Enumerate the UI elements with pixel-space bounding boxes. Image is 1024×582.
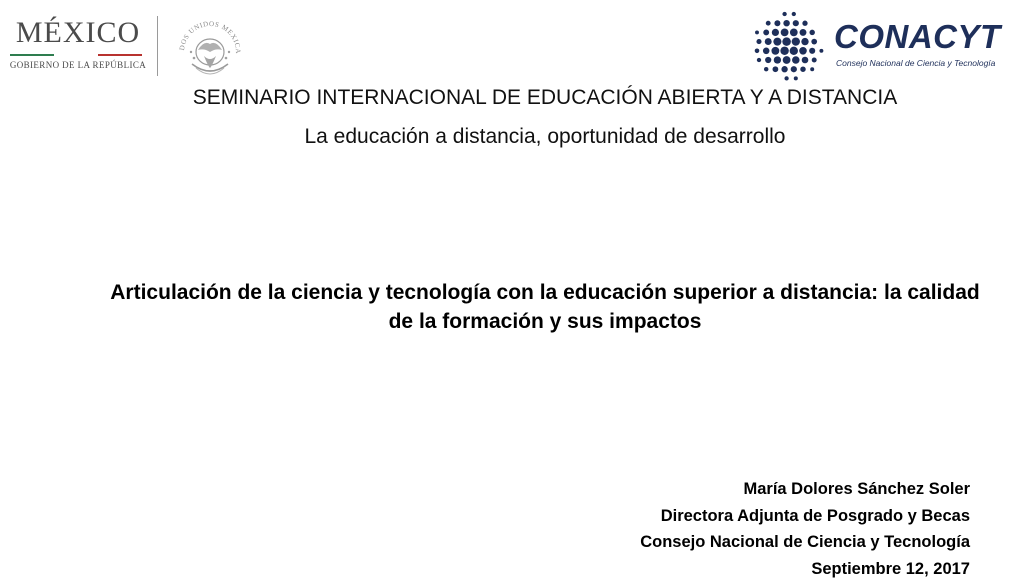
globe-dot xyxy=(764,67,768,71)
globe-dot xyxy=(763,29,769,35)
globe-dot xyxy=(791,66,797,72)
globe-dot xyxy=(783,56,791,64)
logo-divider xyxy=(157,16,158,76)
presenter-institution: Consejo Nacional de Ciencia y Tecnología xyxy=(640,529,970,556)
coat-of-arms-seal-icon xyxy=(172,12,248,82)
mexico-wordmark: MÉXICO xyxy=(10,16,146,50)
globe-dot xyxy=(780,47,788,55)
globe-dot xyxy=(802,21,807,26)
globe-dot xyxy=(811,39,817,45)
globe-dot xyxy=(809,30,814,35)
presenter-block xyxy=(640,476,970,582)
mexico-government-subtitle: GOBIERNO DE LA REPÚBLICA xyxy=(8,60,148,70)
globe-dot xyxy=(774,20,780,26)
conacyt-logo xyxy=(748,8,1018,84)
globe-dot xyxy=(763,48,770,55)
globe-dot xyxy=(765,38,772,45)
seminar-subtitle: La educación a distancia, oportunidad de desarrollo xyxy=(0,125,1024,149)
globe-dot xyxy=(792,56,800,64)
globe-dot xyxy=(765,57,771,63)
talk-title: Articulación de la ciencia y tecnología con la educación superior a distancia: la calidad de la formación y sus impactos xyxy=(100,278,990,336)
globe-dot xyxy=(792,12,796,16)
globe-dot xyxy=(755,49,760,54)
globe-dot xyxy=(782,12,786,16)
globe-dot xyxy=(790,29,798,37)
presentation-date: Septiembre 12, 2017 xyxy=(640,556,970,582)
globe-dot xyxy=(757,58,761,62)
globe-dot xyxy=(812,58,817,63)
globe-dot xyxy=(773,66,779,72)
presenter-name: María Dolores Sánchez Soler xyxy=(640,476,970,503)
globe-dot xyxy=(810,67,814,71)
presenter-position: Directora Adjunta de Posgrado y Becas xyxy=(640,503,970,530)
globe-dot xyxy=(774,56,781,63)
dots-globe-icon xyxy=(748,8,832,84)
globe-dot xyxy=(781,66,787,72)
globe-dot xyxy=(766,21,771,26)
globe-dot xyxy=(793,20,799,26)
seal-inscription: DOS UNIDOS MEXICA xyxy=(172,12,242,54)
globe-dot xyxy=(773,38,781,46)
globe-dot xyxy=(801,38,808,45)
seminar-title: SEMINARIO INTERNACIONAL DE EDUCACIÓN ABIERTA Y A DISTANCIA xyxy=(0,86,1024,110)
globe-dot xyxy=(783,20,789,26)
globe-dot xyxy=(800,66,805,71)
globe-dot xyxy=(771,47,779,55)
globe-dot xyxy=(802,57,809,64)
conacyt-subtitle: Consejo Nacional de Ciencia y Tecnología xyxy=(836,58,995,68)
globe-dot xyxy=(809,48,815,54)
globe-dot xyxy=(772,29,779,36)
flag-color-band xyxy=(10,54,142,56)
globe-dot xyxy=(819,49,823,53)
globe-dot xyxy=(784,76,788,80)
globe-dot xyxy=(756,39,761,44)
globe-dot xyxy=(790,47,798,55)
globe-dot xyxy=(781,29,789,37)
globe-dot xyxy=(782,37,791,46)
globe-dot xyxy=(792,37,800,45)
globe-dot xyxy=(755,30,759,34)
globe-dot xyxy=(794,76,798,80)
globe-dot xyxy=(800,29,807,36)
conacyt-wordmark: CONACYT xyxy=(834,18,1001,56)
mexico-government-logo xyxy=(6,16,156,76)
globe-dot xyxy=(799,47,807,55)
